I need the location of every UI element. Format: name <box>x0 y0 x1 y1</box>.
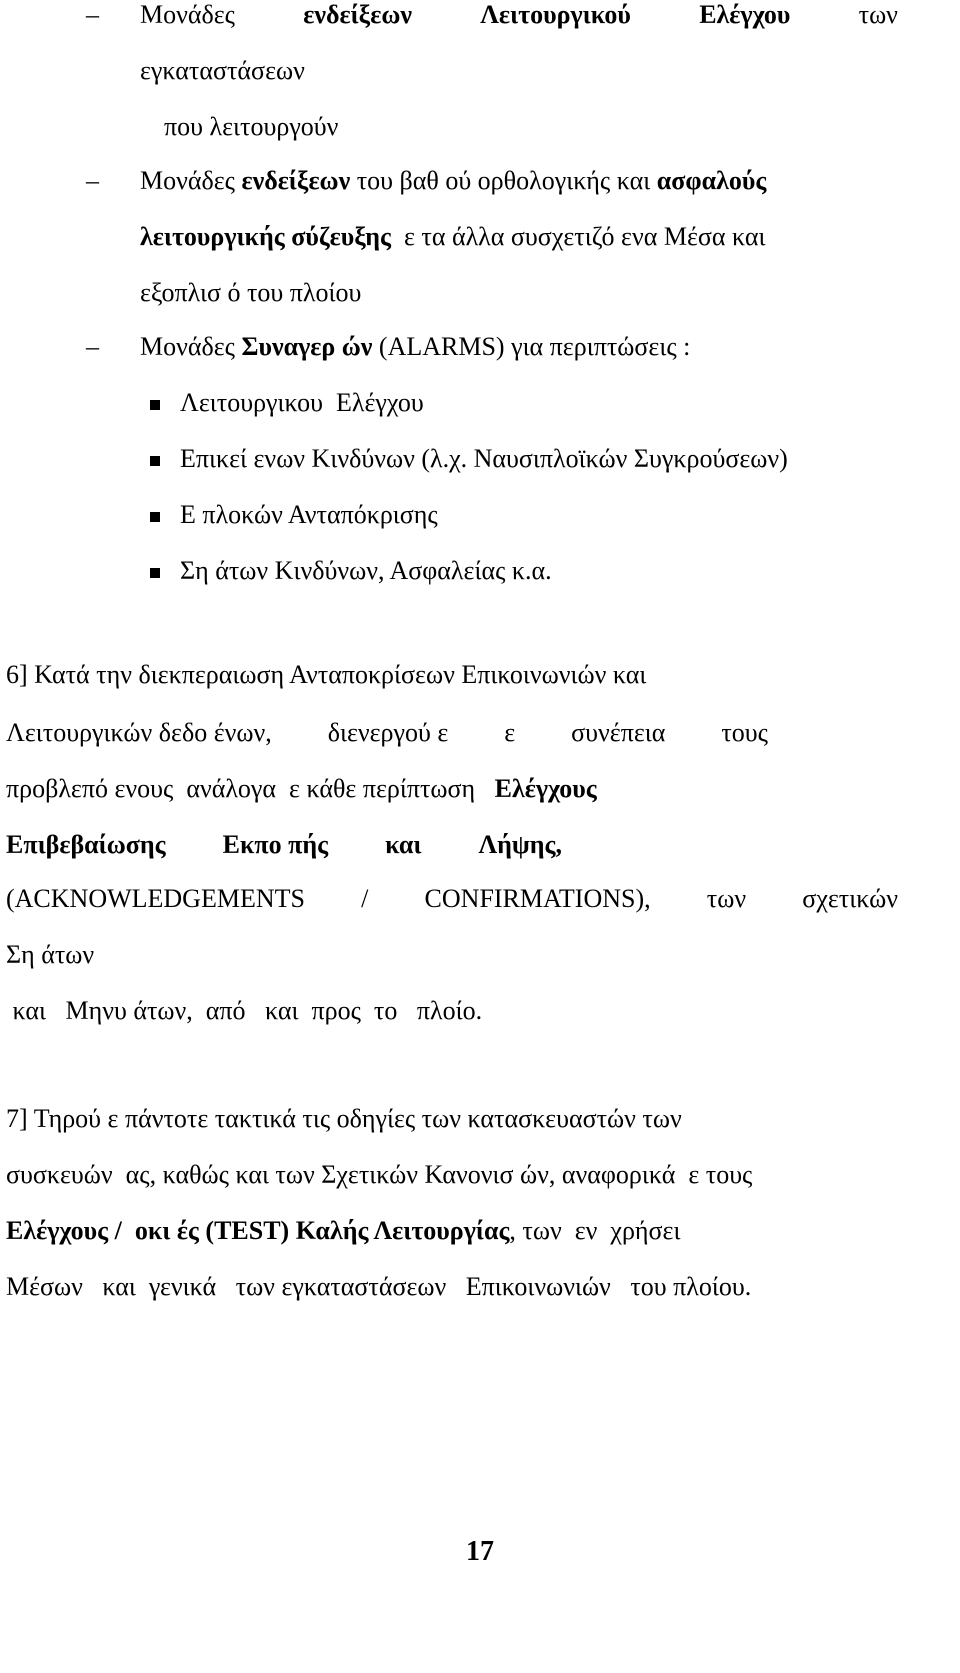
sub-item: Ση άτων Κινδύνων, Ασφαλείας κ.α. <box>180 556 552 585</box>
para6-line2 <box>6 718 768 748</box>
word: Ελέγχου <box>699 0 791 29</box>
para6-line7: και Μηνυ άτων, από και προς το πλοίο. <box>6 996 483 1025</box>
bullet1-line1 <box>140 0 898 30</box>
bold-text: Ελέγχους <box>494 774 597 803</box>
para6-line6: Ση άτων <box>6 940 95 969</box>
bullet2-line2 <box>140 222 766 252</box>
text: Μονάδες <box>140 332 242 361</box>
bullet3-line1 <box>140 332 690 362</box>
para6-line4 <box>6 830 562 860</box>
word: Λήψης, <box>478 830 562 859</box>
word: διενεργού ε <box>327 718 449 747</box>
word: των <box>858 0 898 29</box>
text: ε τα άλλα συσχετιζό ενα Μέσα και <box>390 222 766 251</box>
text: (ALARMS) για περιπτώσεις : <box>372 332 691 361</box>
word: Μονάδες <box>140 0 235 29</box>
word: σχετικών <box>802 884 898 913</box>
dash-bullet: – <box>86 332 99 361</box>
page-number: 17 <box>466 1536 494 1567</box>
square-bullet-icon <box>150 568 160 578</box>
para6-line3 <box>6 774 597 804</box>
word: / <box>361 884 369 913</box>
word: Επιβεβαίωσης <box>6 830 166 859</box>
para7-line1: 7] Τηρού ε πάντοτε τακτικά τις οδηγίες των κατασκευαστών των <box>6 1104 682 1133</box>
word: και <box>385 830 422 859</box>
sub-item: Ε πλοκών Ανταπόκρισης <box>180 500 438 529</box>
sub-item: Λειτουργικου Ελέγχου <box>180 388 424 417</box>
dash-bullet: – <box>86 166 99 195</box>
word: των <box>706 884 747 913</box>
bold-text: Συναγερ ών <box>241 332 373 361</box>
para6-line5 <box>6 884 898 914</box>
square-bullet-icon <box>150 512 160 522</box>
word: Εκπο πής <box>222 830 329 859</box>
word: Λειτουργικού <box>480 0 631 29</box>
dash-bullet: – <box>86 0 99 29</box>
para7-line3 <box>6 1216 680 1246</box>
text: προβλεπό ενους ανάλογα ε κάθε περίπτωση <box>6 774 495 803</box>
text: του βαθ ού ορθολογικής και <box>350 166 657 195</box>
bullet2-line3: εξοπλισ ό του πλοίου <box>140 278 362 307</box>
word: τους <box>721 718 768 747</box>
word: Λειτουργικών δεδο ένων, <box>6 718 272 747</box>
word: ενδείξεων <box>303 0 412 29</box>
word: (ACKNOWLEDGEMENTS <box>6 884 305 913</box>
bold-text: ενδείξεων <box>241 166 351 195</box>
para7-line4: Μέσων και γενικά των εγκαταστάσεων Επικοινωνιών του πλοίου. <box>6 1272 752 1301</box>
word: συνέπεια <box>571 718 666 747</box>
square-bullet-icon <box>150 456 160 466</box>
text: , των εν χρήσει <box>509 1216 681 1245</box>
bullet1-line2: εγκαταστάσεων <box>140 56 305 85</box>
bullet2-line1 <box>140 166 766 196</box>
bold-text: Ελέγχους / οκι ές (TEST) Καλής Λειτουργίας <box>6 1216 510 1245</box>
sub-item: Επικεί ενων Κινδύνων (λ.χ. Ναυσιπλοϊκών Συγκρούσεων) <box>180 444 788 473</box>
bullet1-line3: που λειτουργούν <box>164 112 339 141</box>
word: CONFIRMATIONS), <box>424 884 651 913</box>
bold-text: λειτουργικής σύζευξης <box>140 222 391 251</box>
bold-text: ασφαλούς <box>656 166 767 195</box>
word: ε <box>504 718 516 747</box>
text: Μονάδες <box>140 166 242 195</box>
square-bullet-icon <box>150 400 160 410</box>
para7-line2: συσκευών ας, καθώς και των Σχετικών Κανονισ ών, αναφορικά ε τους <box>6 1160 753 1189</box>
para6-line1: 6] Κατά την διεκπεραιωση Ανταποκρίσεων Επικοινωνιών και <box>6 660 647 689</box>
